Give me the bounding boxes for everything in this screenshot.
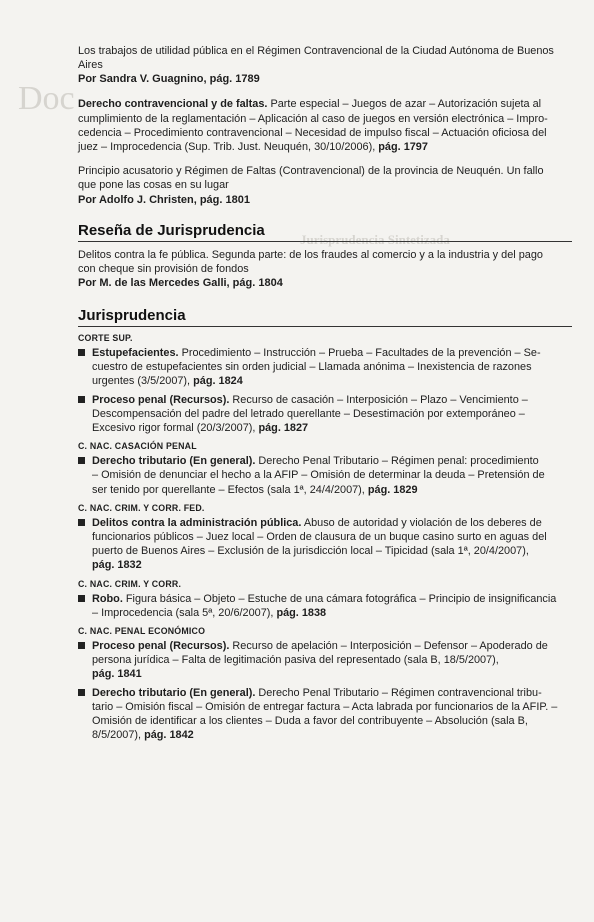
entry-title-line: Delitos contra la fe pública. Segunda parte: de los fraudes al comercio y a la industria y del pago: [78, 248, 543, 261]
case-lead: Estupefacientes.: [92, 347, 179, 360]
court-heading: CORTE SUP.: [78, 333, 133, 344]
court-heading: C. NAC. PENAL ECONÓMICO: [78, 626, 206, 637]
article-entry: [78, 164, 572, 207]
article-entry: [78, 248, 572, 291]
case-text-line: Descompensación del padre del letrado querellante – Desestimación por extemporáneo –: [92, 407, 525, 420]
case-page-ref: pág. 1829: [364, 483, 418, 496]
case-text-line: funcionarios públicos – Juez local – Orden de clausura de un buque casino surto en aguas del: [92, 531, 547, 544]
section-title-jurisprudencia: Jurisprudencia: [78, 307, 572, 327]
case-text-line: Abuso de autoridad y violación de los deberes de: [301, 516, 542, 529]
case-text-line: 8/5/2007),: [92, 729, 142, 742]
case-item: [78, 592, 572, 620]
entry-text-line: juez – Improcedencia (Sup. Trib. Just. Neuquén, 30/10/2006),: [78, 141, 376, 154]
court-heading: C. NAC. CASACIÓN PENAL: [78, 441, 197, 452]
case-text-line: Figura básica – Objeto – Estuche de una cámara fotográfica – Principio de insignificancia: [122, 592, 557, 605]
bullet-square-icon: [78, 519, 85, 526]
bullet-square-icon: [78, 349, 85, 356]
entry-author: Por Sandra V. Guagnino, pág. 1789: [78, 73, 260, 86]
entry-title-line: Principio acusatorio y Régimen de Faltas (Contravencional) de la provincia de Neuquén. Un fallo: [78, 165, 544, 178]
article-entry: [78, 97, 572, 154]
entry-lead: Derecho contravencional y de faltas.: [78, 98, 268, 111]
bullet-square-icon: [78, 689, 85, 696]
bullet-square-icon: [78, 642, 85, 649]
entry-text-line: Parte especial – Juegos de azar – Autorización sujeta al: [267, 98, 542, 111]
case-item: [78, 516, 572, 573]
case-item: [78, 393, 572, 436]
case-text-line: Excesivo rigor formal (20/3/2007),: [92, 422, 256, 435]
case-page-ref: pág. 1838: [273, 606, 327, 619]
article-entry: [78, 44, 572, 87]
case-page-ref: pág. 1841: [92, 668, 142, 681]
bullet-square-icon: [78, 396, 85, 403]
case-lead: Derecho tributario (En general).: [92, 455, 256, 468]
case-text-line: tario – Omisión fiscal – Omisión de entregar factura – Acta labrada por funcionarios de la AFIP. –: [92, 700, 558, 713]
case-item: [78, 639, 572, 682]
case-page-ref: pág. 1832: [92, 559, 142, 572]
case-text-line: cuestro de estupefacientes sin orden judicial – Llamada anónima – Inexistencia de razones: [92, 361, 532, 374]
case-text-line: Derecho Penal Tributario – Régimen penal: procedimiento: [255, 455, 539, 468]
entry-title-line: con cheque sin provisión de fondos: [78, 262, 249, 275]
entry-title-line: Aires: [78, 59, 103, 72]
entry-text-line: cumplimiento de la reglamentación – Aplicación al caso de juegos en versión electrónica – Impro-: [78, 112, 548, 125]
case-text-line: Derecho Penal Tributario – Régimen contravencional tribu-: [255, 686, 542, 699]
case-text-line: persona jurídica – Falta de legitimación pasiva del representado (sala B, 18/5/2007),: [92, 654, 499, 667]
case-text-line: – Omisión de denunciar el hecho a la AFIP – Omisión de determinar la deuda – Pretensión de: [92, 469, 545, 482]
entry-author: Por M. de las Mercedes Galli, pág. 1804: [78, 277, 283, 290]
case-item: [78, 686, 572, 743]
page-content: [78, 44, 572, 747]
entry-title-line: Los trabajos de utilidad pública en el Régimen Contravencional de la Ciudad Autónoma de Buenos: [78, 45, 554, 57]
case-lead: Robo.: [92, 592, 123, 605]
case-text-line: Recurso de casación – Interposición – Plazo – Vencimiento –: [229, 393, 528, 406]
case-text-line: puerto de Buenos Aires – Exclusión de la jurisdicción local – Tipicidad (sala 1ª, 20/4/2007),: [92, 545, 529, 558]
case-text-line: urgentes (3/5/2007),: [92, 375, 191, 388]
entry-text-line: cedencia – Procedimiento contravencional – Necesidad de impulso fiscal – Actuación oficiosa del: [78, 126, 547, 139]
case-lead: Delitos contra la administración pública.: [92, 516, 302, 529]
case-lead: Derecho tributario (En general).: [92, 686, 256, 699]
case-page-ref: pág. 1842: [141, 729, 194, 742]
case-page-ref: pág. 1827: [255, 422, 309, 435]
bleed-through-text: Doc: [18, 80, 75, 117]
bullet-square-icon: [78, 457, 85, 464]
court-heading: C. NAC. CRIM. Y CORR.: [78, 578, 182, 589]
case-item: [78, 346, 572, 389]
case-text-line: Omisión de identificar a los clientes – Duda a favor del contribuyente – Absolución (sala B,: [92, 715, 528, 728]
bleed-through-text: Jurisprudencia Sintetizada: [300, 232, 450, 247]
bullet-square-icon: [78, 595, 85, 602]
case-text-line: Procedimiento – Instrucción – Prueba – Facultades de la prevención – Se-: [178, 347, 541, 360]
entry-title-line: que pone las cosas en su lugar: [78, 179, 229, 192]
case-text-line: – Improcedencia (sala 5ª, 20/6/2007),: [92, 606, 274, 619]
case-item: [78, 454, 572, 497]
case-text-line: Recurso de apelación – Interposición – Defensor – Apoderado de: [229, 640, 548, 653]
section-title-resena: Reseña de Jurisprudencia: [78, 222, 572, 242]
entry-author: Por Adolfo J. Christen, pág. 1801: [78, 193, 250, 206]
case-text-line: ser tenido por querellante – Efectos (sala 1ª, 24/4/2007),: [92, 483, 365, 496]
case-page-ref: pág. 1824: [190, 375, 243, 388]
entry-page-ref: pág. 1797: [375, 141, 428, 154]
case-lead: Proceso penal (Recursos).: [92, 640, 230, 653]
court-heading: C. NAC. CRIM. Y CORR. FED.: [78, 502, 205, 513]
case-lead: Proceso penal (Recursos).: [92, 393, 230, 406]
